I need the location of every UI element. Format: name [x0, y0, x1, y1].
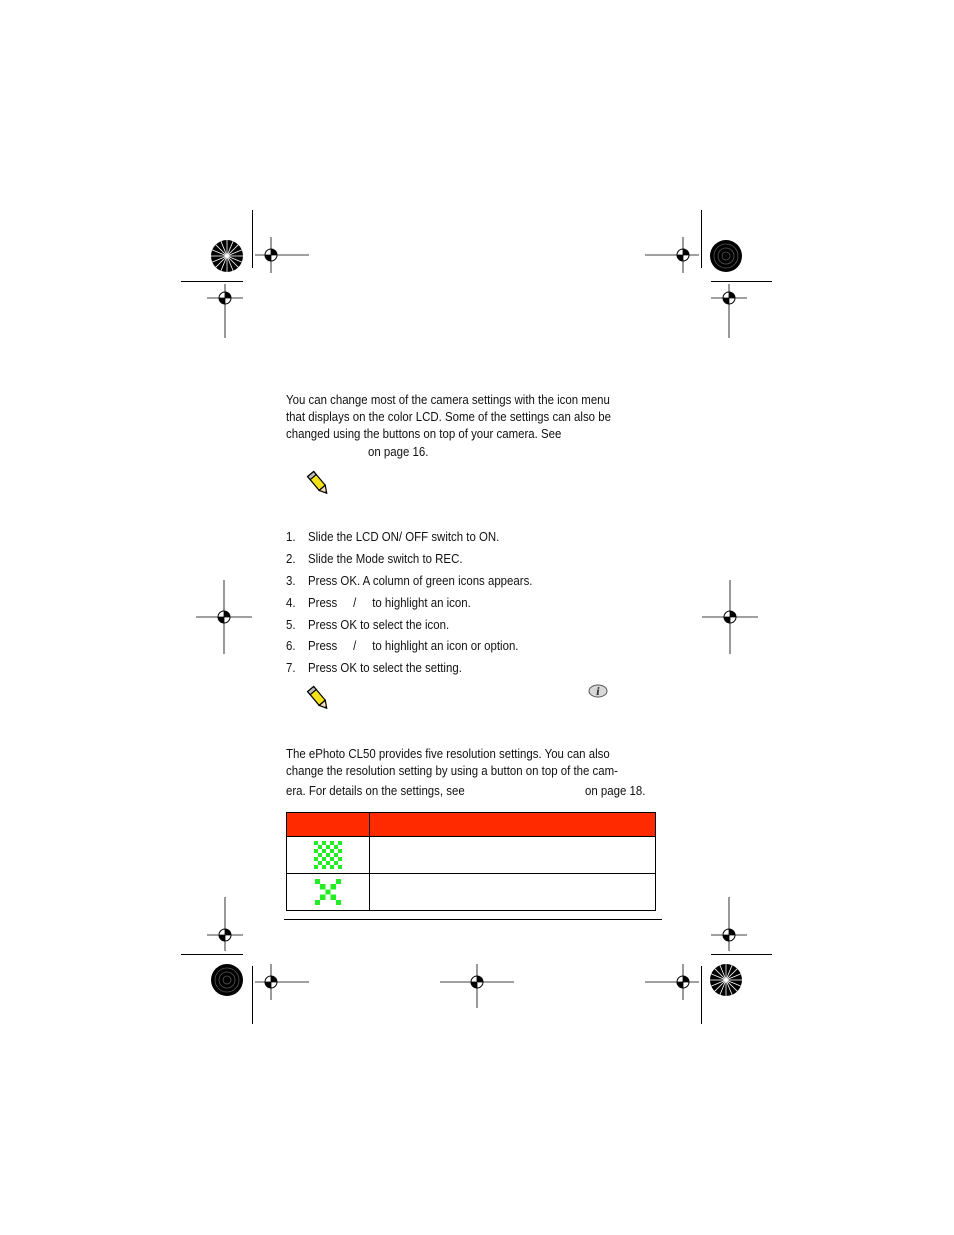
pencil-note-icon: [306, 469, 332, 499]
crop-line: [252, 210, 253, 268]
step-text: Press OK to select the setting.: [308, 660, 462, 675]
crosshair-mark-icon: [440, 964, 514, 1008]
svg-text:i: i: [596, 687, 600, 698]
step-text: Slide the Mode switch to REC.: [308, 551, 463, 566]
resolution-line: change the resolution setting by using a button on top of the cam-: [286, 763, 618, 778]
step-number: 2.: [286, 551, 296, 566]
crosshair-mark-icon: [645, 237, 699, 273]
table-icon-cell: [287, 874, 370, 911]
crosshair-mark-icon: [207, 284, 243, 338]
table-row: [287, 874, 656, 911]
crop-line: [181, 281, 243, 282]
starburst-target-icon: [709, 963, 743, 997]
table-header-cell: [370, 813, 656, 837]
crosshair-mark-icon: [702, 580, 758, 654]
step-text: Press OK. A column of green icons appears.: [308, 573, 533, 588]
resolution-page-ref: on page 18.: [585, 783, 646, 798]
crosshair-mark-icon: [711, 284, 747, 338]
step-number: 1.: [286, 529, 296, 544]
intro-line: You can change most of the camera settings with the icon menu: [286, 392, 610, 407]
table-description-cell: [370, 837, 656, 874]
step-number: 6.: [286, 638, 296, 653]
crop-line: [711, 281, 772, 282]
table-icon-cell: [287, 837, 370, 874]
step-text: Press OK to select the icon.: [308, 617, 450, 632]
info-icon: [588, 684, 608, 698]
step-number: 4.: [286, 595, 296, 610]
crop-line: [711, 954, 772, 955]
table-row: [287, 837, 656, 874]
concentric-target-icon: [709, 239, 743, 273]
crosshair-mark-icon: [207, 897, 243, 951]
resolution-line: era. For details on the settings, see: [286, 783, 465, 798]
resolution-line: The ePhoto CL50 provides five resolution settings. You can also: [286, 746, 610, 761]
step-number: 7.: [286, 660, 296, 675]
crop-line: [252, 966, 253, 1024]
crop-line: [181, 954, 243, 955]
crosshair-mark-icon: [255, 964, 309, 1000]
step-number: 5.: [286, 617, 296, 632]
intro-line: changed using the buttons on top of your camera. See: [286, 426, 562, 441]
resolution-table: [286, 812, 656, 911]
crosshair-mark-icon: [645, 964, 699, 1000]
intro-line: that displays on the color LCD. Some of the settings can also be: [286, 409, 611, 424]
pencil-note-icon: [306, 684, 332, 714]
starburst-target-icon: [210, 239, 244, 273]
table-header-cell: [287, 813, 370, 837]
step-text: Slide the LCD ON/ OFF switch to ON.: [308, 529, 500, 544]
crop-line: [701, 966, 702, 1024]
table-description-cell: [370, 874, 656, 911]
step-text: Press / to highlight an icon or option.: [308, 638, 519, 653]
crosshair-mark-icon: [711, 897, 747, 951]
crosshair-mark-icon: [196, 580, 252, 654]
step-text: Press / to highlight an icon.: [308, 595, 471, 610]
step-number: 3.: [286, 573, 296, 588]
table-header-row: [287, 813, 656, 837]
concentric-target-icon: [210, 963, 244, 997]
crop-line: [701, 210, 702, 268]
checkerboard-coarse-icon: [315, 879, 341, 905]
crosshair-mark-icon: [255, 237, 309, 273]
intro-page-ref: on page 16.: [368, 444, 429, 459]
divider: [284, 919, 662, 920]
checkerboard-fine-icon: [314, 841, 342, 869]
